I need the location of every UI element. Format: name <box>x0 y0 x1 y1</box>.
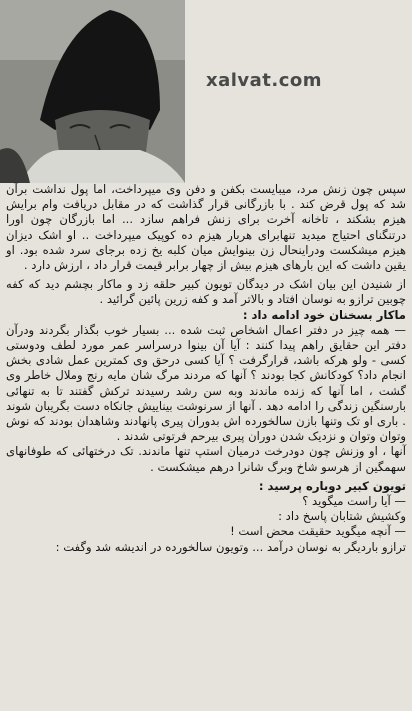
watermark-text: xalvat.com <box>206 70 323 91</box>
paragraph: وکشیش شتابان پاسخ داد : <box>278 509 406 524</box>
paragraph: — آیا راست میگوید ؟ <box>302 494 406 509</box>
paragraph: — آنچه میگوید حقیقت محض است ! <box>230 524 406 539</box>
paragraph: تویون کبیر دوباره پرسید : <box>258 478 406 493</box>
paragraph: — همه چیز در دفتر اعمال اشخاص ثبت شده ... بسیار خوب بگذار بگردند ودرآن دفتر این حقایق راهم پیدا کنند : آیا آن بینوا درسراسر عمر مورد لطف ودوستی کسی - ولو هرکه باشد، قرارگرفت ؟ آیا کسی درحق وی کمترین عمل شادی بخش انجام داد؟ کودکانش کجا بودند ؟ آنها که مردند مرگ شان مایه رنج وملال خاطر وی گشت ، اما آنها که زنده ماندند وبه سن رشد رسیدند ترکش گفتند تا به تنهائی بارسنگین زندگی را ادامه دهد . آنها از سرنوشت بیناییش جانکاه دست بگریبان شوند . باری او تک وتنها بازن سالخورده اش بدوران پیری پانهادند وشاهدان بودند که نوش وتوان وتوان و نزدیک شدن دوران پیری بیرحم فرتوتی شدند . <box>6 322 406 444</box>
paragraph: از شنیدن این بیان اشک در دیدگان تویون کبیر حلقه زد و ماکار بچشم دید که کفه چوبین ترازو به نوسان افتاد و بالاتر آمد و کفه زرین پائین گرائید . <box>6 277 406 307</box>
article-body <box>6 182 406 555</box>
paragraph: ماکار بسخنان خود ادامه داد : <box>242 307 406 322</box>
paragraph: ترازو باردیگر به نوسان درآمد ... وتویون سالخورده در اندیشه شد وگفت : <box>55 539 406 554</box>
elderly-man-illustration <box>0 0 185 183</box>
paragraph: آنها ، او وزنش چون دودرخت درمیان استپ تنها ماندند. تک درختهائی که طوفانهای سهمگین از هرسو شاخ وبرگ شانرا درهم میشکست . <box>6 444 406 474</box>
paragraph: سپس چون زنش مرد، میبایست بکفن و دفن وی میپرداخت، اما پول نداشت برآن شد که پول قرض کند . با بازرگانی قرار گذاشت که در مقابل دریافت وام برایش هیزم بشکند ، تاخانه آخرت برای زنش فراهم سازد ... اما بازرگان چون اورا درتنگنای احتیاج میدید تنهابرای هربار هیزم ده کوپیک میپرداخت .. او اشک دیزان هیزم میشکست ودراینحال زن بینوایش میان کلبه یخ زده برجای سرد شده بود. او یقین داشت که این بارهای هیزم بیش از چهار برابر قیمت قرار داد ، ارزش دارد . <box>6 182 406 273</box>
portrait-photo <box>0 0 185 183</box>
